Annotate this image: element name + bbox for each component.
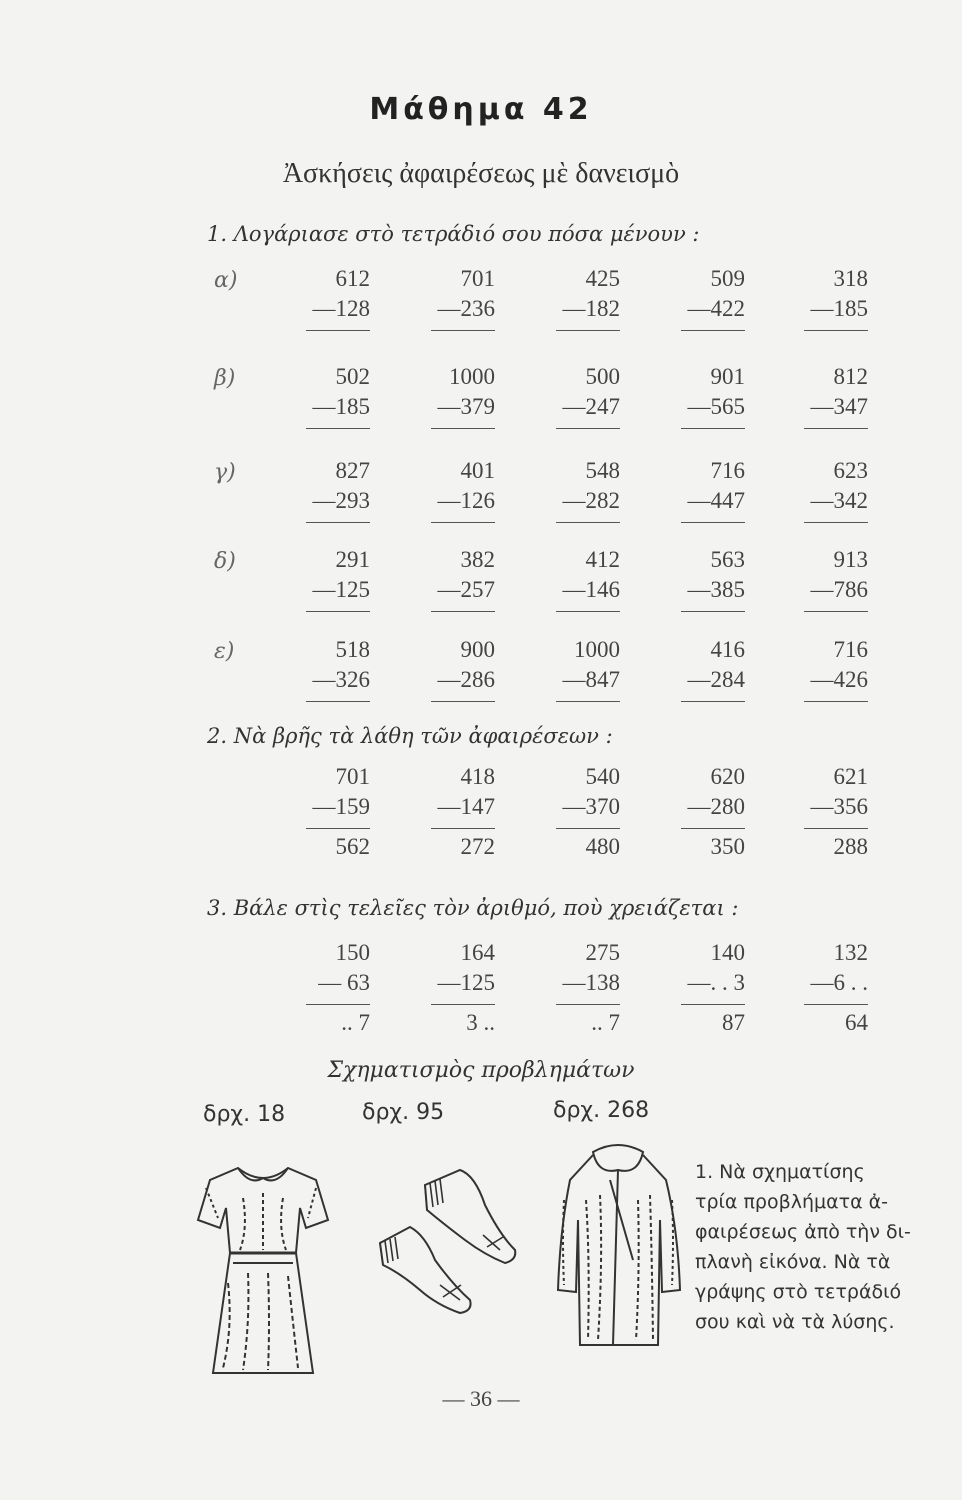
subtraction-problem [655, 635, 745, 706]
subtraction-problem [778, 456, 868, 527]
result-rule [306, 1004, 370, 1005]
subtrahend: —125 [437, 970, 495, 995]
difference: 350 [710, 834, 745, 859]
row-label: β) [214, 366, 236, 391]
result-rule [556, 828, 620, 829]
subtraction-problem [405, 264, 495, 335]
subtraction-problem [280, 762, 370, 861]
task-line: φαιρέσεως ἀπὸ τὴν δι- [695, 1221, 911, 1243]
result-rule [306, 522, 370, 523]
subtraction-problem [778, 545, 868, 616]
subtraction-problem [280, 362, 370, 433]
exercise-2-instruction: 2. Νὰ βρῆς τὰ λάθη τῶν ἀφαιρέσεων : [207, 724, 613, 748]
subtraction-problem [280, 456, 370, 527]
result-rule [804, 428, 868, 429]
subtraction-problem [778, 938, 868, 1037]
task-line: 1. Νὰ σχηματίσης [695, 1161, 865, 1183]
subtrahend: —159 [312, 794, 370, 819]
subtraction-problem [530, 545, 620, 616]
difference: 3 .. [466, 1010, 495, 1035]
subtraction-problem [280, 545, 370, 616]
minuend: 901 [710, 364, 745, 389]
shoes-illustration [365, 1165, 525, 1335]
price-coat: δρχ. 268 [553, 1098, 650, 1123]
minuend: 518 [335, 637, 370, 662]
subtraction-problem [405, 545, 495, 616]
result-rule [556, 1004, 620, 1005]
subtrahend: —379 [437, 394, 495, 419]
minuend: 132 [833, 940, 868, 965]
minuend: 140 [710, 940, 745, 965]
subtraction-problem [530, 635, 620, 706]
subtraction-problem [655, 362, 745, 433]
subtraction-problem [280, 264, 370, 335]
minuend: 701 [460, 266, 495, 291]
subtraction-problem [405, 762, 495, 861]
difference: 272 [460, 834, 495, 859]
result-rule [431, 1004, 495, 1005]
problems-section-heading: Σχηματισμὸς προβλημάτων [327, 1058, 635, 1083]
subtrahend: —147 [437, 794, 495, 819]
result-rule [431, 330, 495, 331]
difference: .. 7 [341, 1010, 370, 1035]
result-rule [556, 428, 620, 429]
subtrahend: —347 [810, 394, 868, 419]
result-rule [681, 828, 745, 829]
subtraction-problem [405, 635, 495, 706]
result-rule [804, 611, 868, 612]
subtraction-problem [778, 762, 868, 861]
row-label: γ) [214, 460, 236, 485]
subtraction-problem [405, 938, 495, 1037]
subtraction-problem [405, 362, 495, 433]
subtrahend: —257 [437, 577, 495, 602]
difference: 562 [335, 834, 370, 859]
subtraction-problem [655, 938, 745, 1037]
subtraction-problem [530, 762, 620, 861]
task-line: σου καὶ νὰ τὰ λύσης. [695, 1311, 895, 1333]
subtraction-problem [530, 938, 620, 1037]
minuend: 623 [833, 458, 868, 483]
difference: .. 7 [591, 1010, 620, 1035]
subtraction-problem [530, 264, 620, 335]
minuend: 716 [710, 458, 745, 483]
subtrahend: —126 [437, 488, 495, 513]
result-rule [306, 428, 370, 429]
minuend: 382 [460, 547, 495, 572]
result-rule [431, 522, 495, 523]
subtraction-problem [655, 456, 745, 527]
price-dress: δρχ. 18 [203, 1102, 286, 1127]
subtraction-problem [280, 635, 370, 706]
minuend: 621 [833, 764, 868, 789]
result-rule [306, 330, 370, 331]
subtrahend: —426 [810, 667, 868, 692]
minuend: 701 [335, 764, 370, 789]
subtraction-problem [655, 545, 745, 616]
minuend: 318 [833, 266, 868, 291]
minuend: 418 [460, 764, 495, 789]
subtrahend: —447 [687, 488, 745, 513]
difference: 288 [833, 834, 868, 859]
subtrahend: —847 [562, 667, 620, 692]
difference: 64 [845, 1010, 868, 1035]
result-rule [556, 611, 620, 612]
minuend: 425 [585, 266, 620, 291]
subtrahend: —182 [562, 296, 620, 321]
minuend: 164 [460, 940, 495, 965]
minuend: 509 [710, 266, 745, 291]
minuend: 716 [833, 637, 868, 662]
result-rule [431, 428, 495, 429]
minuend: 291 [335, 547, 370, 572]
subtrahend: —185 [312, 394, 370, 419]
result-rule [804, 330, 868, 331]
minuend: 563 [710, 547, 745, 572]
result-rule [681, 522, 745, 523]
subtrahend: —286 [437, 667, 495, 692]
result-rule [804, 1004, 868, 1005]
subtraction-problem [778, 264, 868, 335]
subtrahend: —293 [312, 488, 370, 513]
subtrahend: —326 [312, 667, 370, 692]
result-rule [804, 701, 868, 702]
result-rule [306, 828, 370, 829]
subtrahend: —422 [687, 296, 745, 321]
subtraction-problem [655, 264, 745, 335]
subtrahend: —356 [810, 794, 868, 819]
minuend: 1000 [574, 637, 620, 662]
minuend: 502 [335, 364, 370, 389]
dress-illustration [188, 1158, 338, 1380]
result-rule [804, 522, 868, 523]
result-rule [556, 701, 620, 702]
subtraction-problem [530, 456, 620, 527]
subtraction-problem [405, 456, 495, 527]
result-rule [556, 330, 620, 331]
subtrahend: —284 [687, 667, 745, 692]
minuend: 500 [585, 364, 620, 389]
minuend: 1000 [449, 364, 495, 389]
subtrahend: —. . 3 [687, 970, 745, 995]
lesson-subtitle: Ἀσκήσεις ἀφαιρέσεως μὲ δανεισμὸ [282, 158, 680, 189]
minuend: 913 [833, 547, 868, 572]
subtrahend: —385 [687, 577, 745, 602]
subtrahend: —280 [687, 794, 745, 819]
minuend: 412 [585, 547, 620, 572]
subtrahend: —370 [562, 794, 620, 819]
result-rule [804, 828, 868, 829]
result-rule [431, 611, 495, 612]
task-line: πλανὴ εἰκόνα. Νὰ τὰ [695, 1251, 891, 1273]
page-number: — 36 — [442, 1386, 520, 1411]
subtraction-problem [280, 938, 370, 1037]
coat-illustration [548, 1140, 688, 1355]
subtraction-problem [778, 635, 868, 706]
subtrahend: —565 [687, 394, 745, 419]
result-rule [681, 611, 745, 612]
difference: 87 [722, 1010, 745, 1035]
minuend: 548 [585, 458, 620, 483]
subtrahend: —236 [437, 296, 495, 321]
minuend: 900 [460, 637, 495, 662]
result-rule [306, 611, 370, 612]
minuend: 150 [335, 940, 370, 965]
subtrahend: —282 [562, 488, 620, 513]
subtrahend: —185 [810, 296, 868, 321]
result-rule [681, 330, 745, 331]
minuend: 620 [710, 764, 745, 789]
subtraction-problem [778, 362, 868, 433]
exercise-3-instruction: 3. Βάλε στὶς τελεῖες τὸν ἀριθμό, ποὺ χρειάζεται : [207, 896, 739, 920]
task-line: γράψης στὸ τετράδιό [695, 1281, 902, 1303]
subtrahend: —125 [312, 577, 370, 602]
subtrahend: — 63 [318, 970, 370, 995]
task-text [695, 1157, 960, 1337]
minuend: 416 [710, 637, 745, 662]
minuend: 812 [833, 364, 868, 389]
subtraction-problem [530, 362, 620, 433]
result-rule [431, 701, 495, 702]
subtrahend: —786 [810, 577, 868, 602]
minuend: 401 [460, 458, 495, 483]
exercise-1-instruction: 1. Λογάριασε στὸ τετράδιό σου πόσα μένουν : [207, 222, 700, 246]
subtraction-problem [655, 762, 745, 861]
result-rule [681, 701, 745, 702]
price-shoes: δρχ. 95 [362, 1100, 445, 1125]
lesson-title: Μάθημα 42 [369, 92, 593, 127]
result-rule [556, 522, 620, 523]
subtrahend: —342 [810, 488, 868, 513]
row-label: ε) [214, 639, 235, 664]
result-rule [681, 428, 745, 429]
subtrahend: —146 [562, 577, 620, 602]
difference: 480 [585, 834, 620, 859]
row-label: δ) [214, 549, 236, 574]
subtrahend: —6 . . [810, 970, 868, 995]
result-rule [306, 701, 370, 702]
subtrahend: —138 [562, 970, 620, 995]
minuend: 275 [585, 940, 620, 965]
result-rule [431, 828, 495, 829]
minuend: 612 [335, 266, 370, 291]
row-label: α) [214, 268, 238, 293]
subtrahend: —247 [562, 394, 620, 419]
subtrahend: —128 [312, 296, 370, 321]
minuend: 827 [335, 458, 370, 483]
result-rule [681, 1004, 745, 1005]
minuend: 540 [585, 764, 620, 789]
task-line: τρία προβλήματα ἀ- [695, 1191, 889, 1213]
